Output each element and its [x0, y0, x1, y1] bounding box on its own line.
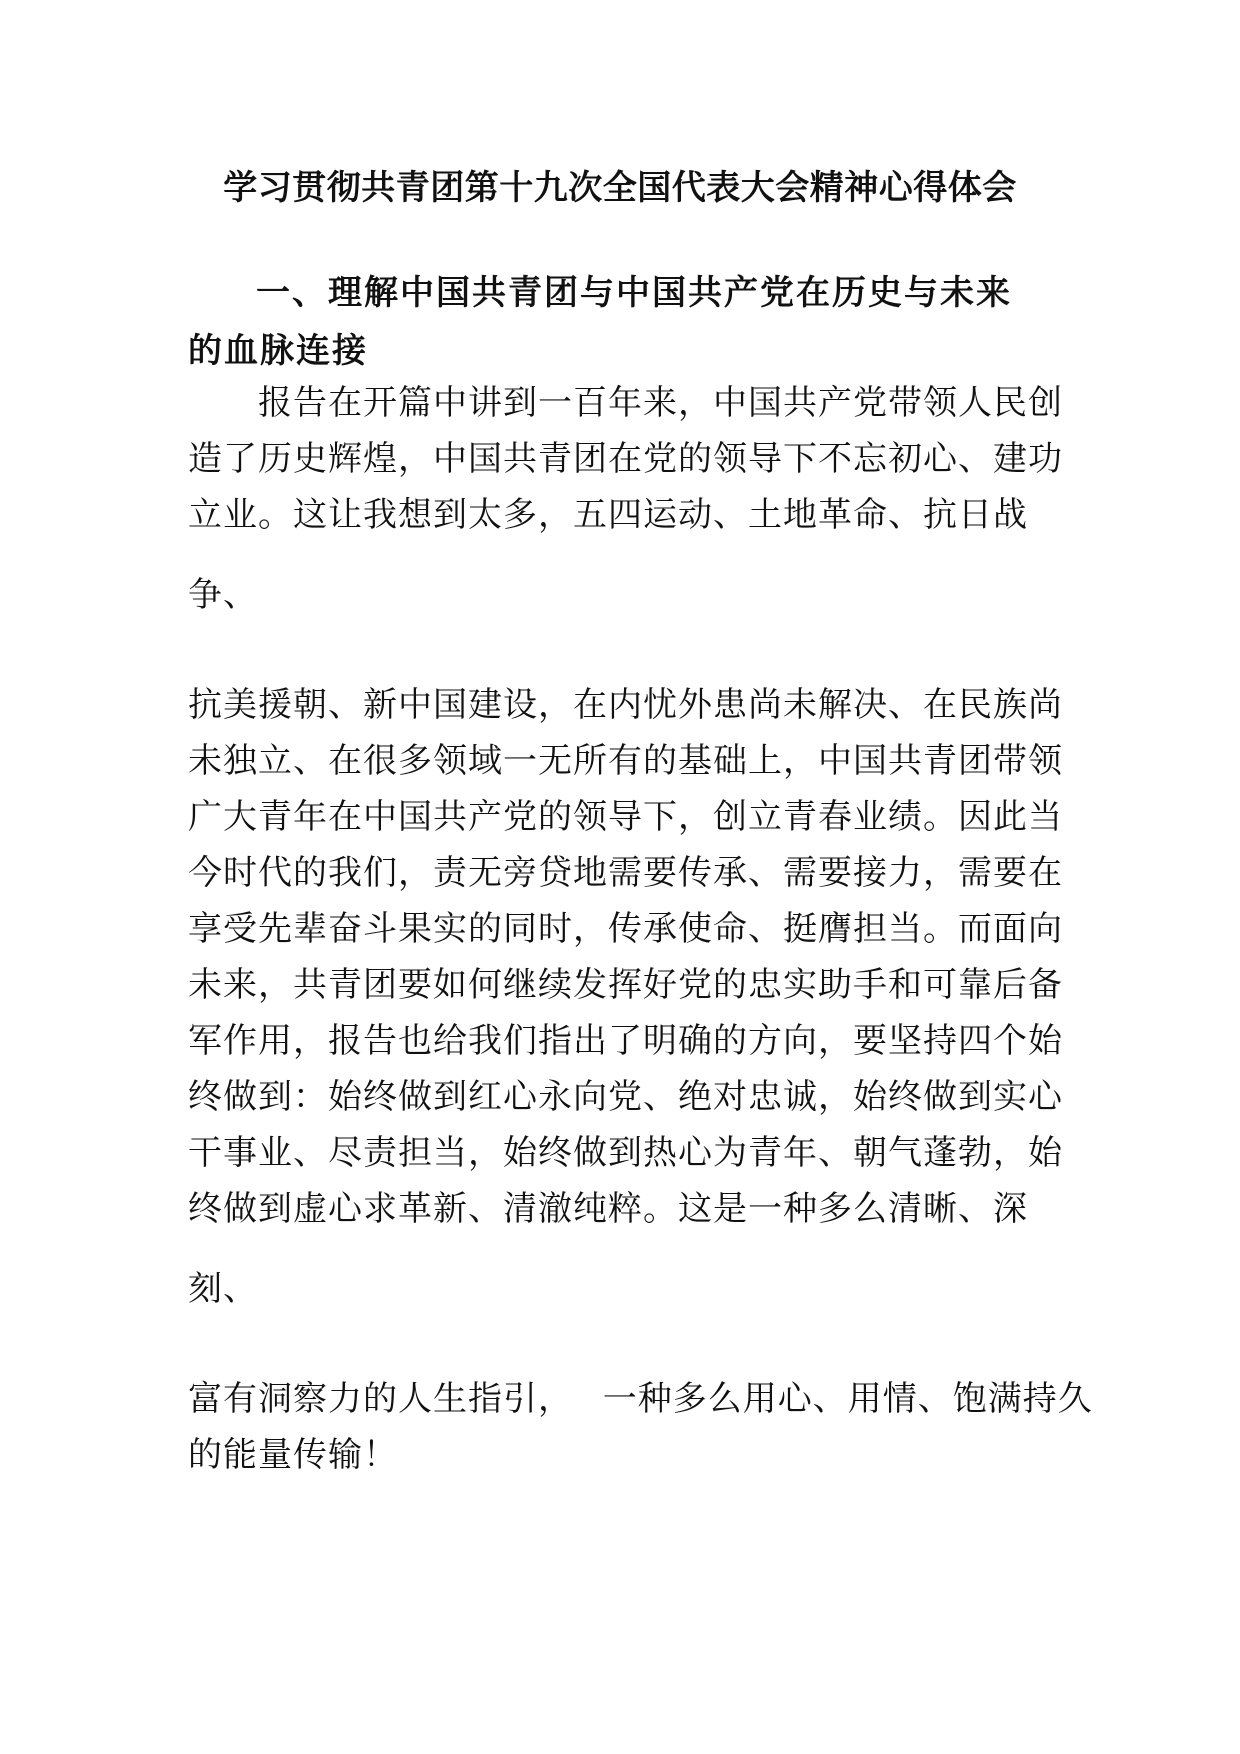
body-line: 刻、: [188, 1269, 258, 1309]
body-line: 军作用，报告也给我们指出了明确的方向，要坚持四个始: [188, 1021, 1063, 1061]
body-line: 的能量传输！: [188, 1435, 398, 1475]
body-line: 干事业、尽责担当，始终做到热心为青年、朝气蓬勃，始: [188, 1133, 1063, 1173]
body-line: 享受先辈奋斗果实的同时，传承使命、挺膺担当。而面向: [188, 909, 1063, 949]
body-line: 终做到虚心求革新、清澈纯粹。这是一种多么清晰、深: [188, 1189, 1028, 1229]
body-line: 争、: [188, 575, 258, 615]
body-line: 广大青年在中国共产党的领导下，创立青春业绩。因此当: [188, 797, 1063, 837]
section-heading: 一、理解中国共青团与中国共产党在历史与未来的血脉连接: [188, 273, 1012, 371]
body-line: 今时代的我们，责无旁贷地需要传承、需要接力，需要在: [188, 853, 1063, 893]
body-line: 造了历史辉煌，中国共青团在党的领导下不忘初心、建功: [188, 439, 1063, 479]
body-line: 立业。这让我想到太多，五四运动、土地革命、抗日战: [188, 495, 1028, 535]
body-line: 未来，共青团要如何继续发挥好党的忠实助手和可靠后备: [188, 965, 1063, 1005]
body-line: 报告在开篇中讲到一百年来，中国共产党带领人民创: [188, 383, 1063, 423]
body-line: 未独立、在很多领域一无所有的基础上，中国共青团带领: [188, 741, 1063, 781]
body-line: 抗美援朝、新中国建设，在内忧外患尚未解决、在民族尚: [188, 685, 1063, 725]
body-line: 终做到：始终做到红心永向党、绝对忠诚，始终做到实心: [188, 1077, 1063, 1117]
body-line: 富有洞察力的人生指引， 一种多么用心、用情、饱满持久: [188, 1379, 1093, 1419]
document-title: 学习贯彻共青团第十九次全国代表大会精神心得体会: [223, 168, 1017, 208]
